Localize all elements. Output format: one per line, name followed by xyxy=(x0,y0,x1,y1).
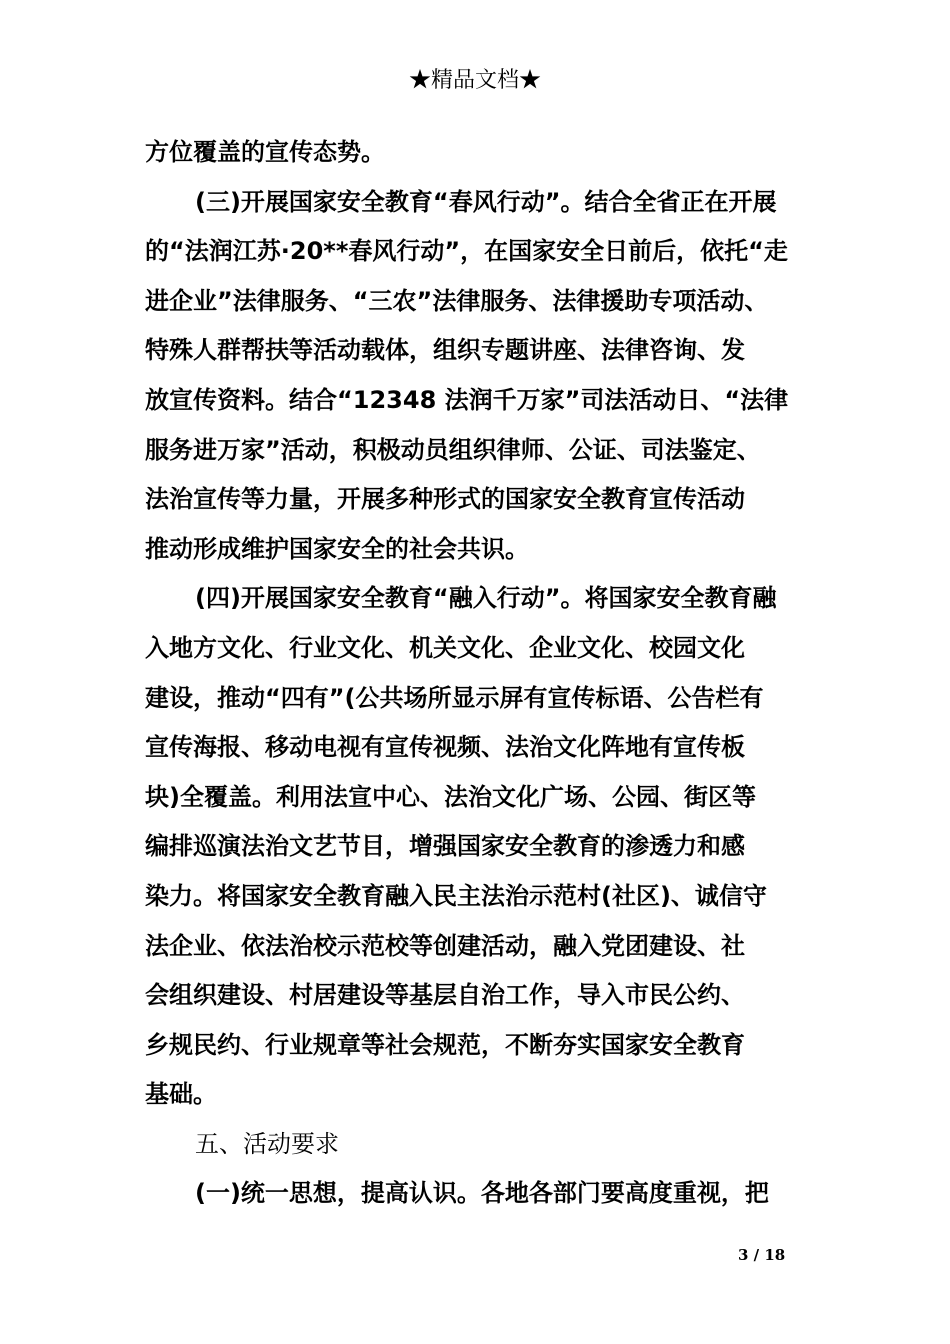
text-line: 的“法润江苏·20**春风行动”，在国家安全日前后，依托“走 xyxy=(145,237,788,266)
page-number: 3 / 18 xyxy=(738,1246,786,1264)
text-line: 方位覆盖的宣传态势。 xyxy=(145,138,385,166)
document-body xyxy=(145,128,809,1219)
text-line: 进企业”法律服务、“三农”法律服务、法律援助专项活动、 xyxy=(145,286,769,315)
text-line: 建设，推动“四有”(公共场所显示屏有宣传标语、公告栏有 xyxy=(145,683,764,712)
document-header-title: ★精品文档★ xyxy=(408,68,541,93)
text-line: 法治宣传等力量，开展多种形式的国家安全教育宣传活动 xyxy=(145,485,745,514)
text-line: 编排巡演法治文艺节目，增强国家安全教育的渗透力和感 xyxy=(145,832,745,861)
text-line: 特殊人群帮扶等活动载体，组织专题讲座、法律咨询、发 xyxy=(145,336,745,365)
section-heading: 五、活动要求 xyxy=(195,1129,339,1158)
text-line: 宣传海报、移动电视有宣传视频、法治文化阵地有宣传板 xyxy=(145,733,745,762)
text-line: 入地方文化、行业文化、机关文化、企业文化、校园文化 xyxy=(145,633,745,662)
text-line: 块)全覆盖。利用法宣中心、法治文化广场、公园、街区等 xyxy=(145,782,756,811)
text-line: (一)统一思想，提高认识。各地各部门要高度重视，把 xyxy=(195,1179,769,1208)
text-line: 基础。 xyxy=(145,1080,217,1109)
text-line: (四)开展国家安全教育“融入行动”。将国家安全教育融 xyxy=(195,584,777,613)
text-line: (三)开展国家安全教育“春风行动”。结合全省正在开展 xyxy=(195,187,777,216)
text-line: 会组织建设、村居建设等基层自治工作，导入市民公约、 xyxy=(145,981,745,1010)
text-line: 法企业、依法治校示范校等创建活动，融入党团建设、社 xyxy=(145,931,745,960)
text-line: 染力。将国家安全教育融入民主法治示范村(社区)、诚信守 xyxy=(145,881,767,910)
text-line: 乡规民约、行业规章等社会规范，不断夯实国家安全教育 xyxy=(145,1030,745,1059)
text-line: 放宣传资料。结合“12348 法润千万家”司法活动日、“法律 xyxy=(145,385,789,414)
text-line: 服务进万家”活动，积极动员组织律师、公证、司法鉴定、 xyxy=(145,435,761,464)
text-line: 推动形成维护国家安全的社会共识。 xyxy=(145,534,529,563)
